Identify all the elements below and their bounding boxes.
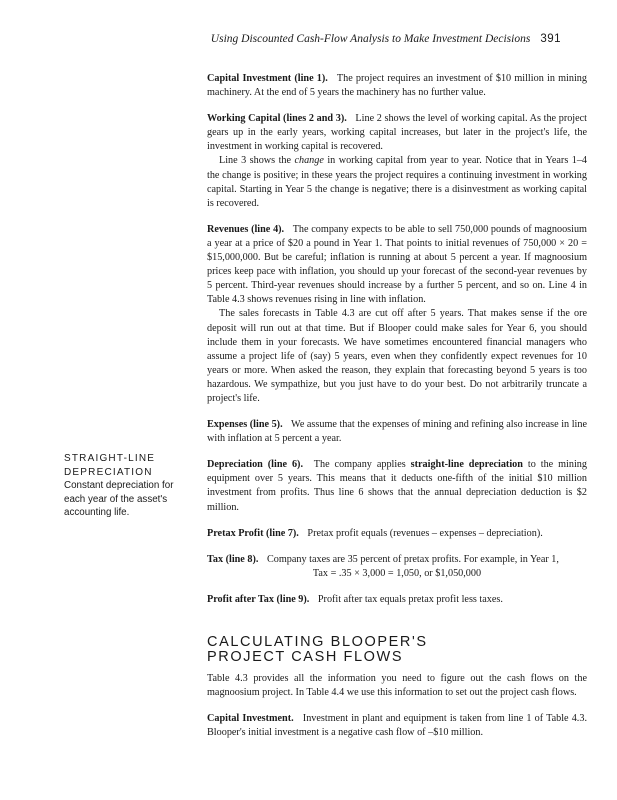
term-straight-line-depreciation: straight-line depreciation (410, 459, 523, 471)
paragraph-tax (207, 553, 587, 567)
paragraph-capital-investment-2 (207, 712, 587, 740)
paragraph-expenses (207, 418, 587, 446)
text-expenses: We assume that the expenses of mining and refining also increase in line with inflation at 5 percent a year. (207, 419, 587, 445)
margin-definition-text: Constant depreciation for each year of the asset's accounting life. (64, 480, 174, 518)
paragraph-profit-after-tax (207, 593, 587, 607)
text-capital-investment: The project requires an investment of $10 million in mining machinery. At the end of 5 years the machinery has no further value. (207, 73, 587, 99)
section-heading-line2: PROJECT CASH FLOWS (207, 648, 404, 665)
lead-capital-investment: Capital Investment (line 1). (207, 73, 328, 84)
text-revenues: The company expects to be able to sell 750,000 pounds of magnoosium a year at a price of $20 a pound in Year 1. That points to initial revenues of 750,000 × 20 = $15,000,000. But be careful; inflation is running at about 5 percent a year. If magnoosium prices keep pace with inflation, you should up your forecast of the second-year revenues by 5 percent. Third-year revenues should increase by a further 5 percent, and so on. Line 4 in Table 4.3 shows revenues rising in line with inflation. (207, 223, 587, 306)
text-depreciation-a: The company applies (313, 459, 406, 471)
text-profit-after-tax: Profit after tax equals pretax profit less taxes. (317, 593, 503, 605)
paragraph-section-intro: Table 4.3 provides all the information you need to figure out the cash flows on the magnoosium project. In Table 4.4 we use this information to set out the project cash flows. (207, 673, 587, 699)
text-working-capital: Line 2 shows the level of working capital. As the project gears up in the early years, working capital increases, but later in the project's life, the investment in working capital is recovered. (207, 113, 588, 153)
text-tax: Company taxes are 35 percent of pretax profits. For example, in Year 1, (266, 553, 559, 565)
running-title: Using Discounted Cash-Flow Analysis to Make Investment Decisions (210, 33, 531, 45)
margin-term-line1: STRAIGHT-LINE (64, 453, 156, 464)
text-pretax-profit: Pretax profit equals (revenues – expenses – depreciation). (307, 527, 543, 539)
lead-expenses: Expenses (line 5). (207, 419, 283, 431)
margin-term-line2: DEPRECIATION (64, 466, 153, 478)
lead-tax: Tax (line 8). (207, 553, 259, 565)
text-capital-investment-2: Investment in plant and equipment is taken from line 1 of Table 4.3. Blooper's initial investment is a negative cash flow of –$10 million. (207, 713, 587, 739)
paragraph-working-capital (207, 112, 587, 154)
tax-equation: Tax = .35 × 3,000 = 1,050, or $1,050,000 (312, 567, 482, 579)
section-heading-line1: CALCULATING BLOOPER'S (207, 634, 428, 650)
paragraph-capital-investment (207, 72, 587, 100)
lead-depreciation: Depreciation (line 6). (207, 459, 303, 471)
paragraph-revenues-2: The sales forecasts in Table 4.3 are cut off after 5 years. That makes sense if the ore deposit will run out at that time. But if Blooper could make sales for Year 6, you should include them in your forecasts. We have sometimes encountered financial managers who assume a project life of (say) 5 years, even when they confidently expect revenues for 10 years or more. When asked the reason, they explain that forecasting beyond 5 years is too hazardous. We sympathize, but you just have to do your best. Do not arbitrarily truncate a project's life. (207, 308, 587, 404)
emphasis-change: change (294, 155, 324, 167)
page-number: 391 (540, 33, 561, 45)
lead-profit-after-tax: Profit after Tax (line 9). (207, 593, 310, 605)
lead-revenues: Revenues (line 4). (207, 223, 285, 235)
paragraph-depreciation (207, 458, 587, 514)
text-working-capital-2b: in working capital from year to year. Notice that in Years 1–4 the change is positive; in these years the project requires a continuing investment in working capital. Starting in Year 5 the change is negative; there is a disinvestment as working capital is recovered. (207, 155, 588, 209)
lead-capital-investment-2: Capital Investment. (207, 713, 294, 725)
paragraph-pretax-profit (207, 527, 587, 541)
section-heading (207, 635, 587, 664)
body-text (207, 72, 587, 740)
running-header (211, 33, 561, 45)
lead-working-capital: Working Capital (lines 2 and 3). (207, 113, 347, 125)
text-working-capital-2a: Line 3 shows the (219, 155, 292, 167)
lead-pretax-profit: Pretax Profit (line 7). (207, 527, 299, 539)
text-depreciation-b: to the mining equipment over 5 years. This means that it deducts one-fifth of the initial $10 million investment from profits. Thus line 6 shows that the annual depreciation deduction is $2 million. (207, 459, 587, 513)
paragraph-working-capital-2 (207, 154, 587, 210)
paragraph-revenues (207, 223, 587, 308)
margin-definition (64, 452, 188, 520)
